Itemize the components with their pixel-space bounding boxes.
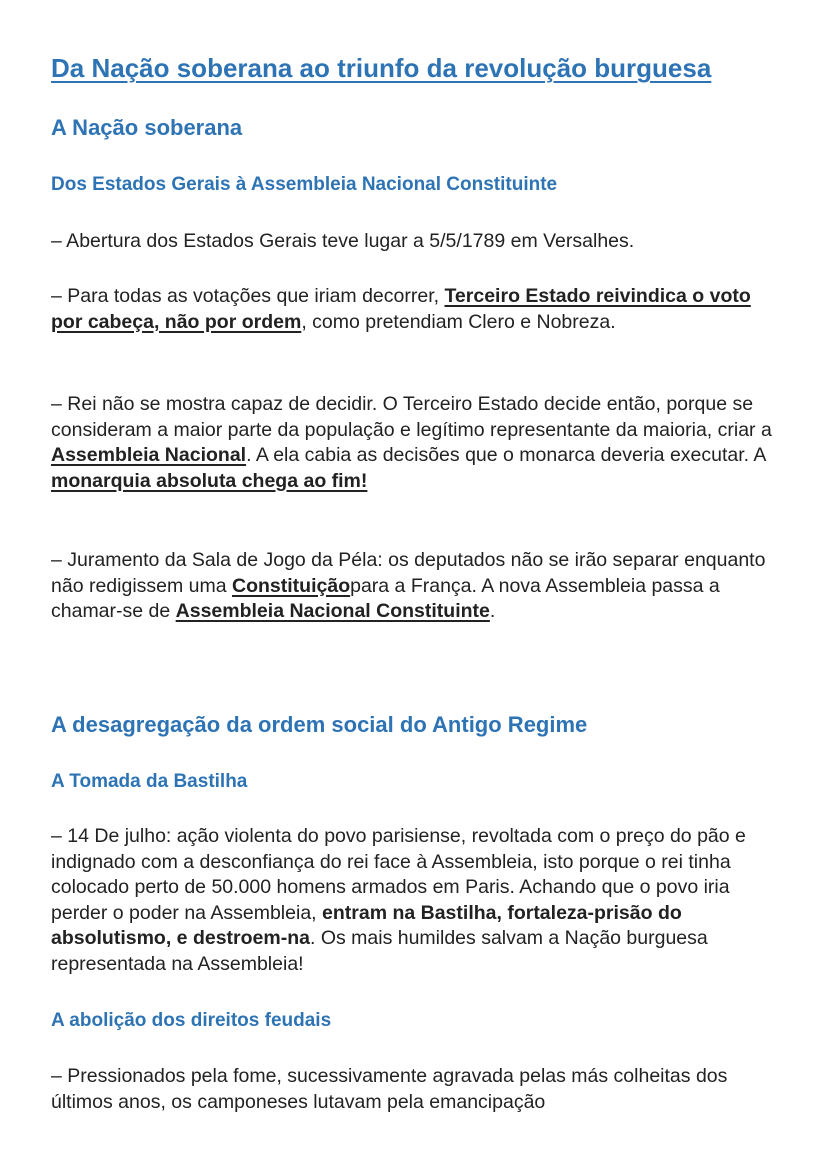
subheading-tomada-bastilha: A Tomada da Bastilha — [51, 771, 248, 792]
text-run: , como pretendiam Clero e Nobreza. — [301, 310, 616, 333]
text-run: . — [489, 600, 496, 622]
paragraph-juramento — [51, 548, 781, 625]
paragraph-rei-assembleia — [51, 392, 781, 494]
section-heading-desagregacao: A desagregação da ordem social do Antigo Regime — [51, 712, 588, 737]
text-run: – Juramento da Sala de Jogo da Péla: os deputados não se irão separar enquanto não redigissem uma — [51, 549, 766, 597]
subheading-abolicao-direitos: A abolição dos direitos feudais — [51, 1010, 332, 1031]
section-heading-nacao-soberana: A Nação soberana — [51, 115, 243, 140]
paragraph-camponeses: – Pressionados pela fome, sucessivamente agravada pelas más colheitas dos últimos anos, os camponeses lutavam pela emancipação — [51, 1065, 728, 1113]
emphasis-assembleia-nacional: Assembleia Nacional — [51, 444, 247, 466]
text-run: – Rei não se mostra capaz de decidir. O Terceiro Estado decide então, porque se consideram a maior parte da população e legítimo representante da maioria, criar a — [51, 393, 772, 441]
text-run: – 14 De julho: ação violenta do povo parisiense, revoltada com o preço do pão e indignado com a desconfiança do rei face à Assembleia, isto porque o rei tinha colocado perto de 50.000 homens armados em Paris. Achando que o povo iria perder o poder na Assembleia, — [51, 825, 746, 924]
emphasis-voto-por-cabeca: Terceiro Estado reivindica o voto por cabeça, não por ordem — [51, 285, 751, 333]
emphasis-entram-bastilha: entram na Bastilha, fortaleza-prisão do absolutismo, e destroem-na — [51, 901, 682, 949]
text-run: – Para todas as votações que iriam decorrer, — [51, 285, 445, 307]
subheading-estados-gerais: Dos Estados Gerais à Assembleia Nacional Constituinte — [51, 174, 558, 195]
document-title: Da Nação soberana ao triunfo da revolução burguesa — [51, 53, 712, 83]
text-run: para a França. A nova Assembleia passa a chamar-se de — [51, 574, 720, 622]
emphasis-monarquia-absoluta: monarquia absoluta chega ao fim! — [51, 469, 368, 492]
emphasis-constituicao: Constituição — [232, 574, 351, 597]
emphasis-assembleia-constituinte: Assembleia Nacional Constituinte — [175, 600, 490, 622]
text-run: . A ela cabia as decisões que o monarca deveria executar. A — [246, 444, 766, 466]
paragraph-bastilha — [51, 824, 781, 977]
paragraph-abertura: – Abertura dos Estados Gerais teve lugar a 5/5/1789 em Versalhes. — [51, 230, 635, 252]
text-run: . Os mais humildes salvam a Nação burguesa representada na Assembleia! — [51, 927, 708, 975]
paragraph-votacoes — [51, 284, 781, 335]
